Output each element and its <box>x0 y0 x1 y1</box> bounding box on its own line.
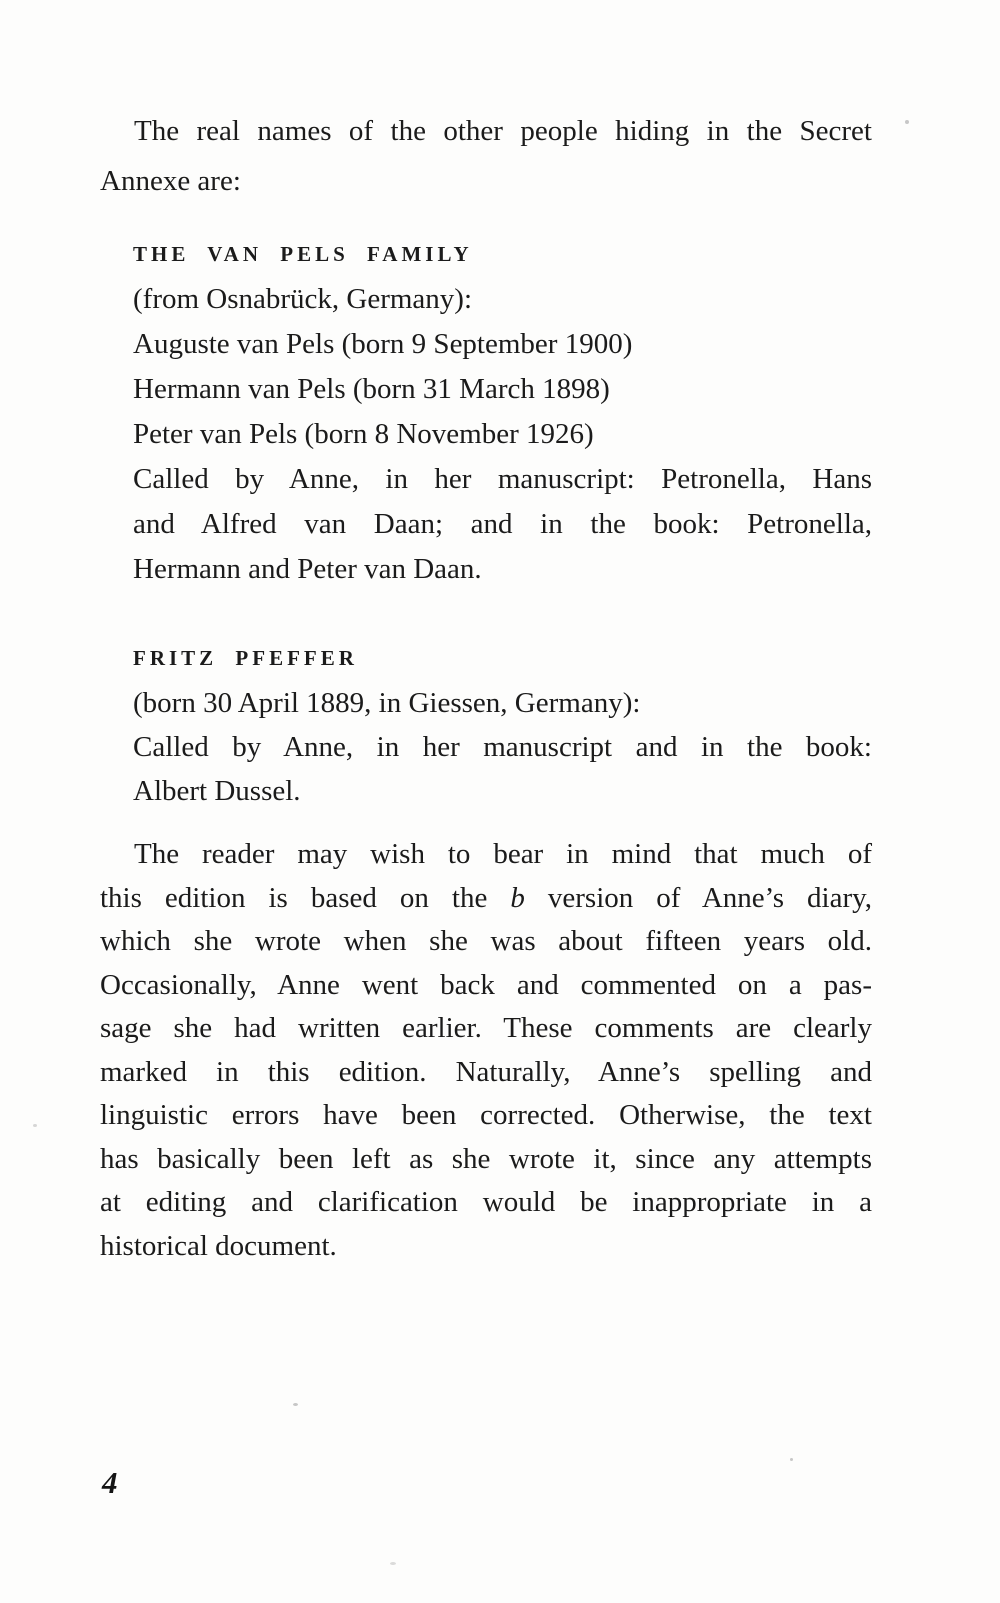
reader-note-paragraph <box>100 833 872 1268</box>
scan-speck <box>293 1403 298 1406</box>
reader-line-segment: version of Anne’s diary, <box>524 881 872 914</box>
van-pels-heading: THE VAN PELS FAMILY <box>133 242 473 266</box>
van-pels-section <box>133 232 872 592</box>
reader-line: at editing and clarification would be inappropriate in a <box>100 1186 872 1218</box>
scan-speck <box>790 1458 793 1461</box>
scan-speck <box>33 1124 37 1127</box>
van-pels-note-line: Hermann and Peter van Daan. <box>133 553 482 585</box>
reader-line: Occasionally, Anne went back and commented on a pas- <box>100 968 872 1001</box>
van-pels-member: Peter van Pels (born 8 November 1926) <box>133 418 594 450</box>
van-pels-member: Hermann van Pels (born 31 March 1898) <box>133 373 610 405</box>
page-number: 4 <box>102 1465 118 1500</box>
reader-line: sage she had written earlier. These comments are clearly <box>100 1012 872 1044</box>
van-pels-member: Auguste van Pels (born 9 September 1900) <box>133 328 633 360</box>
italic-b-version: b <box>510 881 525 914</box>
van-pels-note-line: Called by Anne, in her manuscript: Petronella, Hans <box>133 463 872 495</box>
reader-line: historical document. <box>100 1229 337 1262</box>
page-content <box>100 106 872 1268</box>
pfeffer-note-line: Albert Dussel. <box>133 775 301 807</box>
scan-speck <box>390 1562 396 1565</box>
intro-line-2: Annexe are: <box>100 165 241 197</box>
pfeffer-section <box>133 636 872 813</box>
reader-line: has basically been left as she wrote it, since any attempts <box>100 1142 872 1175</box>
intro-line-1: The real names of the other people hiding in the Secret <box>134 115 872 147</box>
reader-line: The reader may wish to bear in mind that much of <box>134 838 872 870</box>
reader-line <box>100 877 872 921</box>
pfeffer-origin: (born 30 April 1889, in Giessen, Germany): <box>133 687 641 719</box>
reader-line-segment: this edition is based on the <box>100 881 511 914</box>
reader-line: marked in this edition. Naturally, Anne’s spelling and <box>100 1055 872 1088</box>
van-pels-note-line: and Alfred van Daan; and in the book: Petronella, <box>133 508 872 540</box>
pfeffer-heading: FRITZ PFEFFER <box>133 646 358 670</box>
van-pels-origin: (from Osnabrück, Germany): <box>133 283 473 315</box>
scan-speck <box>905 120 909 124</box>
intro-paragraph <box>100 106 872 206</box>
reader-line: which she wrote when she was about fifteen years old. <box>100 925 872 957</box>
reader-line: linguistic errors have been corrected. Otherwise, the text <box>100 1099 872 1131</box>
pfeffer-note-line: Called by Anne, in her manuscript and in the book: <box>133 731 872 763</box>
